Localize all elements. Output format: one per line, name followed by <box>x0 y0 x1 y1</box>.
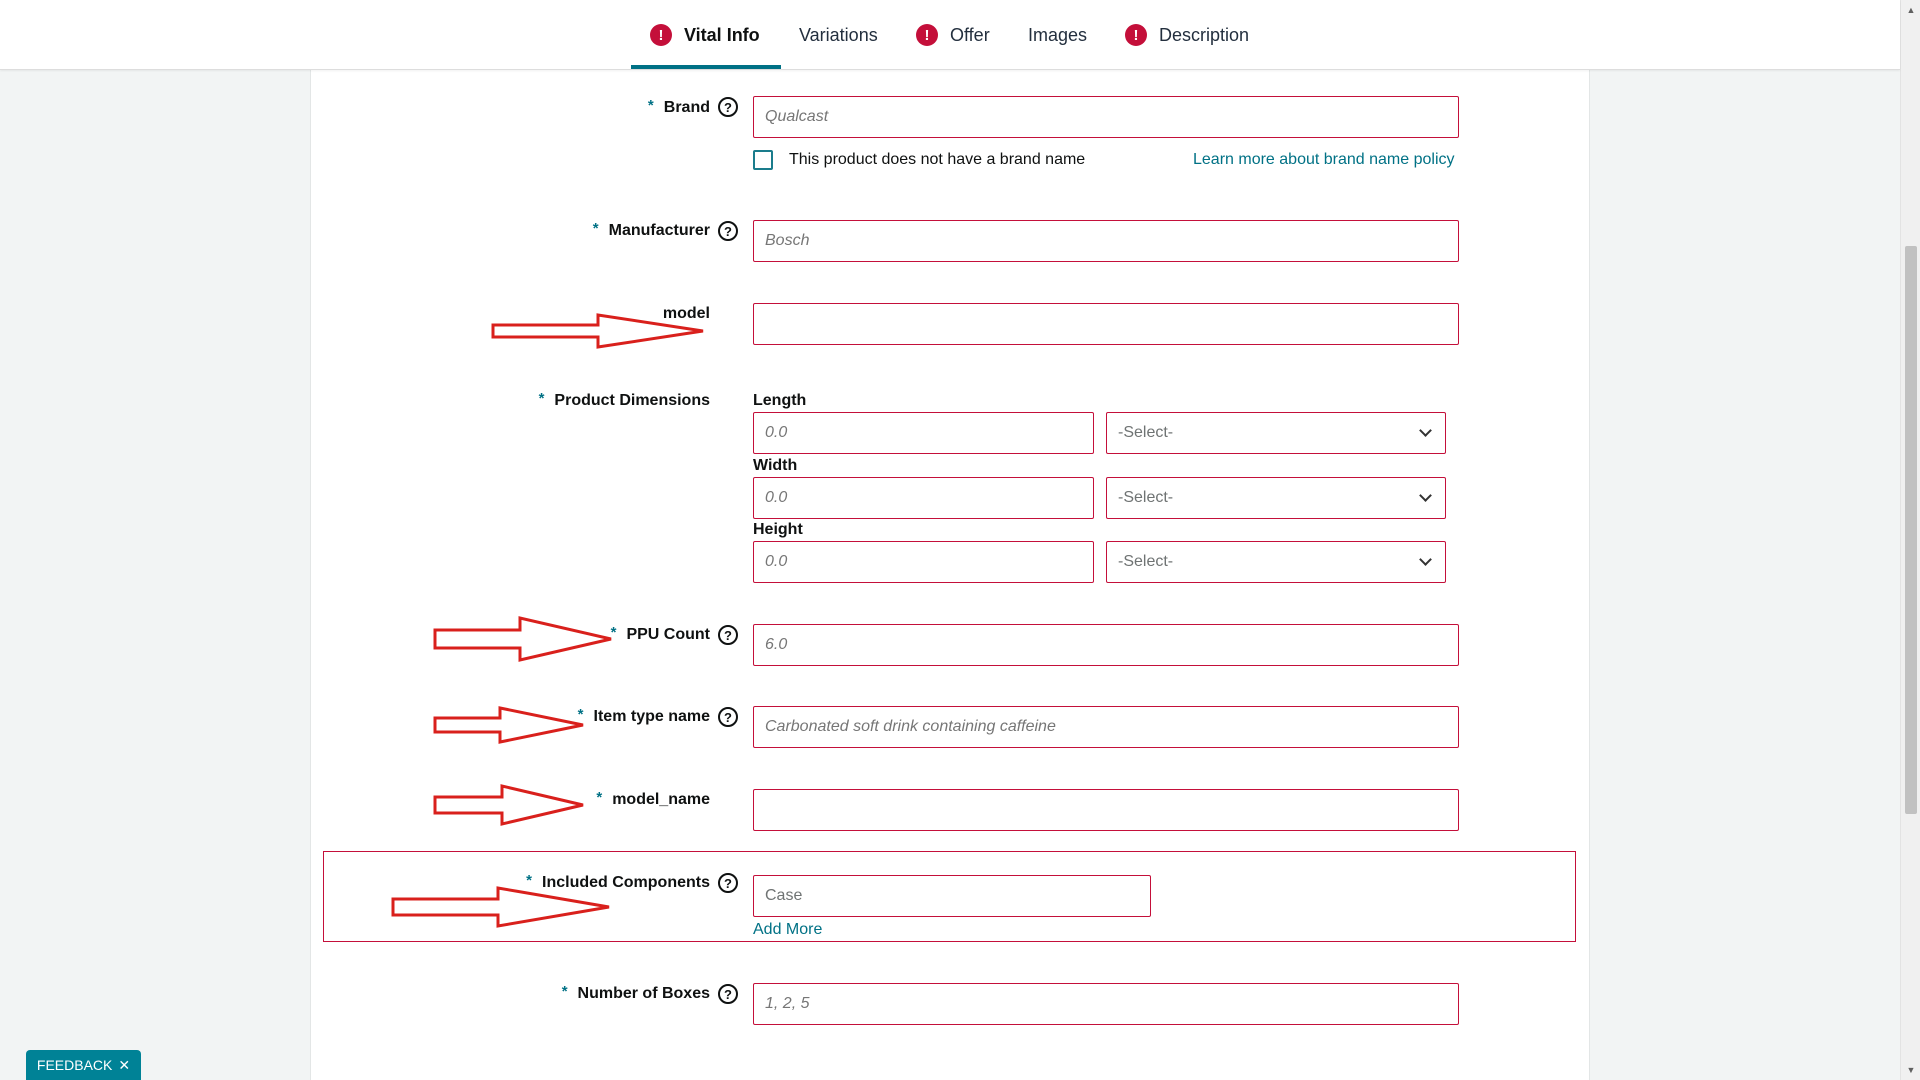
help-icon[interactable]: ? <box>718 984 738 1004</box>
required-mark: * <box>577 705 584 723</box>
width-input[interactable]: 0.0 <box>753 477 1094 519</box>
tab-bar <box>0 0 1900 70</box>
chevron-down-icon <box>1419 424 1432 437</box>
height-label: Height <box>753 521 803 538</box>
scroll-thumb[interactable] <box>1905 246 1917 814</box>
brand-policy-link[interactable]: Learn more about brand name policy <box>1193 151 1455 168</box>
close-icon[interactable]: ✕ <box>118 1056 131 1073</box>
model-name-input[interactable] <box>753 789 1459 831</box>
length-input[interactable]: 0.0 <box>753 412 1094 454</box>
tab-description[interactable] <box>1125 0 1249 70</box>
length-label: Length <box>753 392 807 409</box>
error-icon: ! <box>916 24 938 46</box>
manufacturer-label <box>540 219 710 243</box>
feedback-button[interactable] <box>26 1050 141 1080</box>
select-value: -Select- <box>1118 553 1174 570</box>
number-of-boxes-input[interactable]: 1, 2, 5 <box>753 983 1459 1025</box>
required-mark: * <box>647 96 654 114</box>
required-mark: * <box>592 219 599 237</box>
help-icon[interactable]: ? <box>718 707 738 727</box>
item-type-name-input[interactable]: Carbonated soft drink containing caffeine <box>753 706 1459 748</box>
included-components-input[interactable]: Case <box>753 875 1151 917</box>
tab-label: Variations <box>799 24 878 45</box>
required-mark: * <box>538 389 545 407</box>
annotation-arrow <box>430 782 588 828</box>
tab-label: Vital Info <box>684 24 760 45</box>
annotation-arrow <box>388 884 614 930</box>
select-value: -Select- <box>1118 489 1174 506</box>
required-mark: * <box>610 623 617 641</box>
ppu-count-label-text: PPU Count <box>626 626 710 643</box>
length-unit-select[interactable] <box>1106 412 1446 454</box>
scroll-down-arrow-icon[interactable]: ▼ <box>1906 1065 1916 1075</box>
annotation-arrow <box>430 614 616 664</box>
manufacturer-input[interactable]: Bosch <box>753 220 1459 262</box>
width-label: Width <box>753 457 798 474</box>
error-icon: ! <box>650 24 672 46</box>
model-label: model <box>662 305 710 322</box>
manufacturer-label-text: Manufacturer <box>608 222 710 239</box>
ppu-count-input[interactable]: 6.0 <box>753 624 1459 666</box>
number-of-boxes-label <box>520 982 710 1006</box>
brand-input[interactable]: Qualcast <box>753 96 1459 138</box>
width-unit-select[interactable] <box>1106 477 1446 519</box>
item-type-name-label-text: Item type name <box>593 708 710 725</box>
add-more-link[interactable]: Add More <box>753 921 823 938</box>
dimensions-label <box>500 389 710 413</box>
feedback-label: FEEDBACK <box>36 1057 113 1073</box>
included-components-label-text: Included Components <box>542 874 710 891</box>
tab-variations[interactable] <box>799 0 878 70</box>
select-value: -Select- <box>1118 424 1174 441</box>
tab-vital-info[interactable] <box>650 0 760 70</box>
help-icon[interactable]: ? <box>718 221 738 241</box>
annotation-arrow <box>488 310 708 352</box>
height-unit-select[interactable] <box>1106 541 1446 583</box>
tab-images[interactable] <box>1028 0 1087 70</box>
model-input[interactable] <box>753 303 1459 345</box>
help-icon[interactable]: ? <box>718 873 738 893</box>
active-tab-indicator <box>631 65 781 69</box>
no-brand-checkbox-label: This product does not have a brand name <box>789 151 1086 168</box>
model-name-label-text: model_name <box>612 791 710 808</box>
scroll-up-arrow-icon[interactable]: ▲ <box>1906 5 1916 15</box>
height-input[interactable]: 0.0 <box>753 541 1094 583</box>
help-icon[interactable]: ? <box>718 625 738 645</box>
error-icon: ! <box>1125 24 1147 46</box>
no-brand-checkbox[interactable] <box>753 150 773 170</box>
tab-label: Images <box>1028 24 1088 45</box>
annotation-arrow <box>430 704 588 746</box>
number-of-boxes-label-text: Number of Boxes <box>577 985 710 1002</box>
tab-offer[interactable] <box>916 0 990 70</box>
dimensions-label-text: Product Dimensions <box>554 392 710 409</box>
help-icon[interactable]: ? <box>718 97 738 117</box>
tab-label: Offer <box>950 24 990 45</box>
tab-label: Description <box>1159 24 1250 45</box>
chevron-down-icon <box>1419 489 1432 502</box>
brand-label-text: Brand <box>663 99 710 116</box>
vertical-scrollbar[interactable] <box>1900 0 1920 1080</box>
brand-label <box>560 96 710 120</box>
required-mark: * <box>526 871 532 889</box>
chevron-down-icon <box>1419 553 1432 566</box>
required-mark: * <box>596 788 603 806</box>
required-mark: * <box>561 982 568 1000</box>
